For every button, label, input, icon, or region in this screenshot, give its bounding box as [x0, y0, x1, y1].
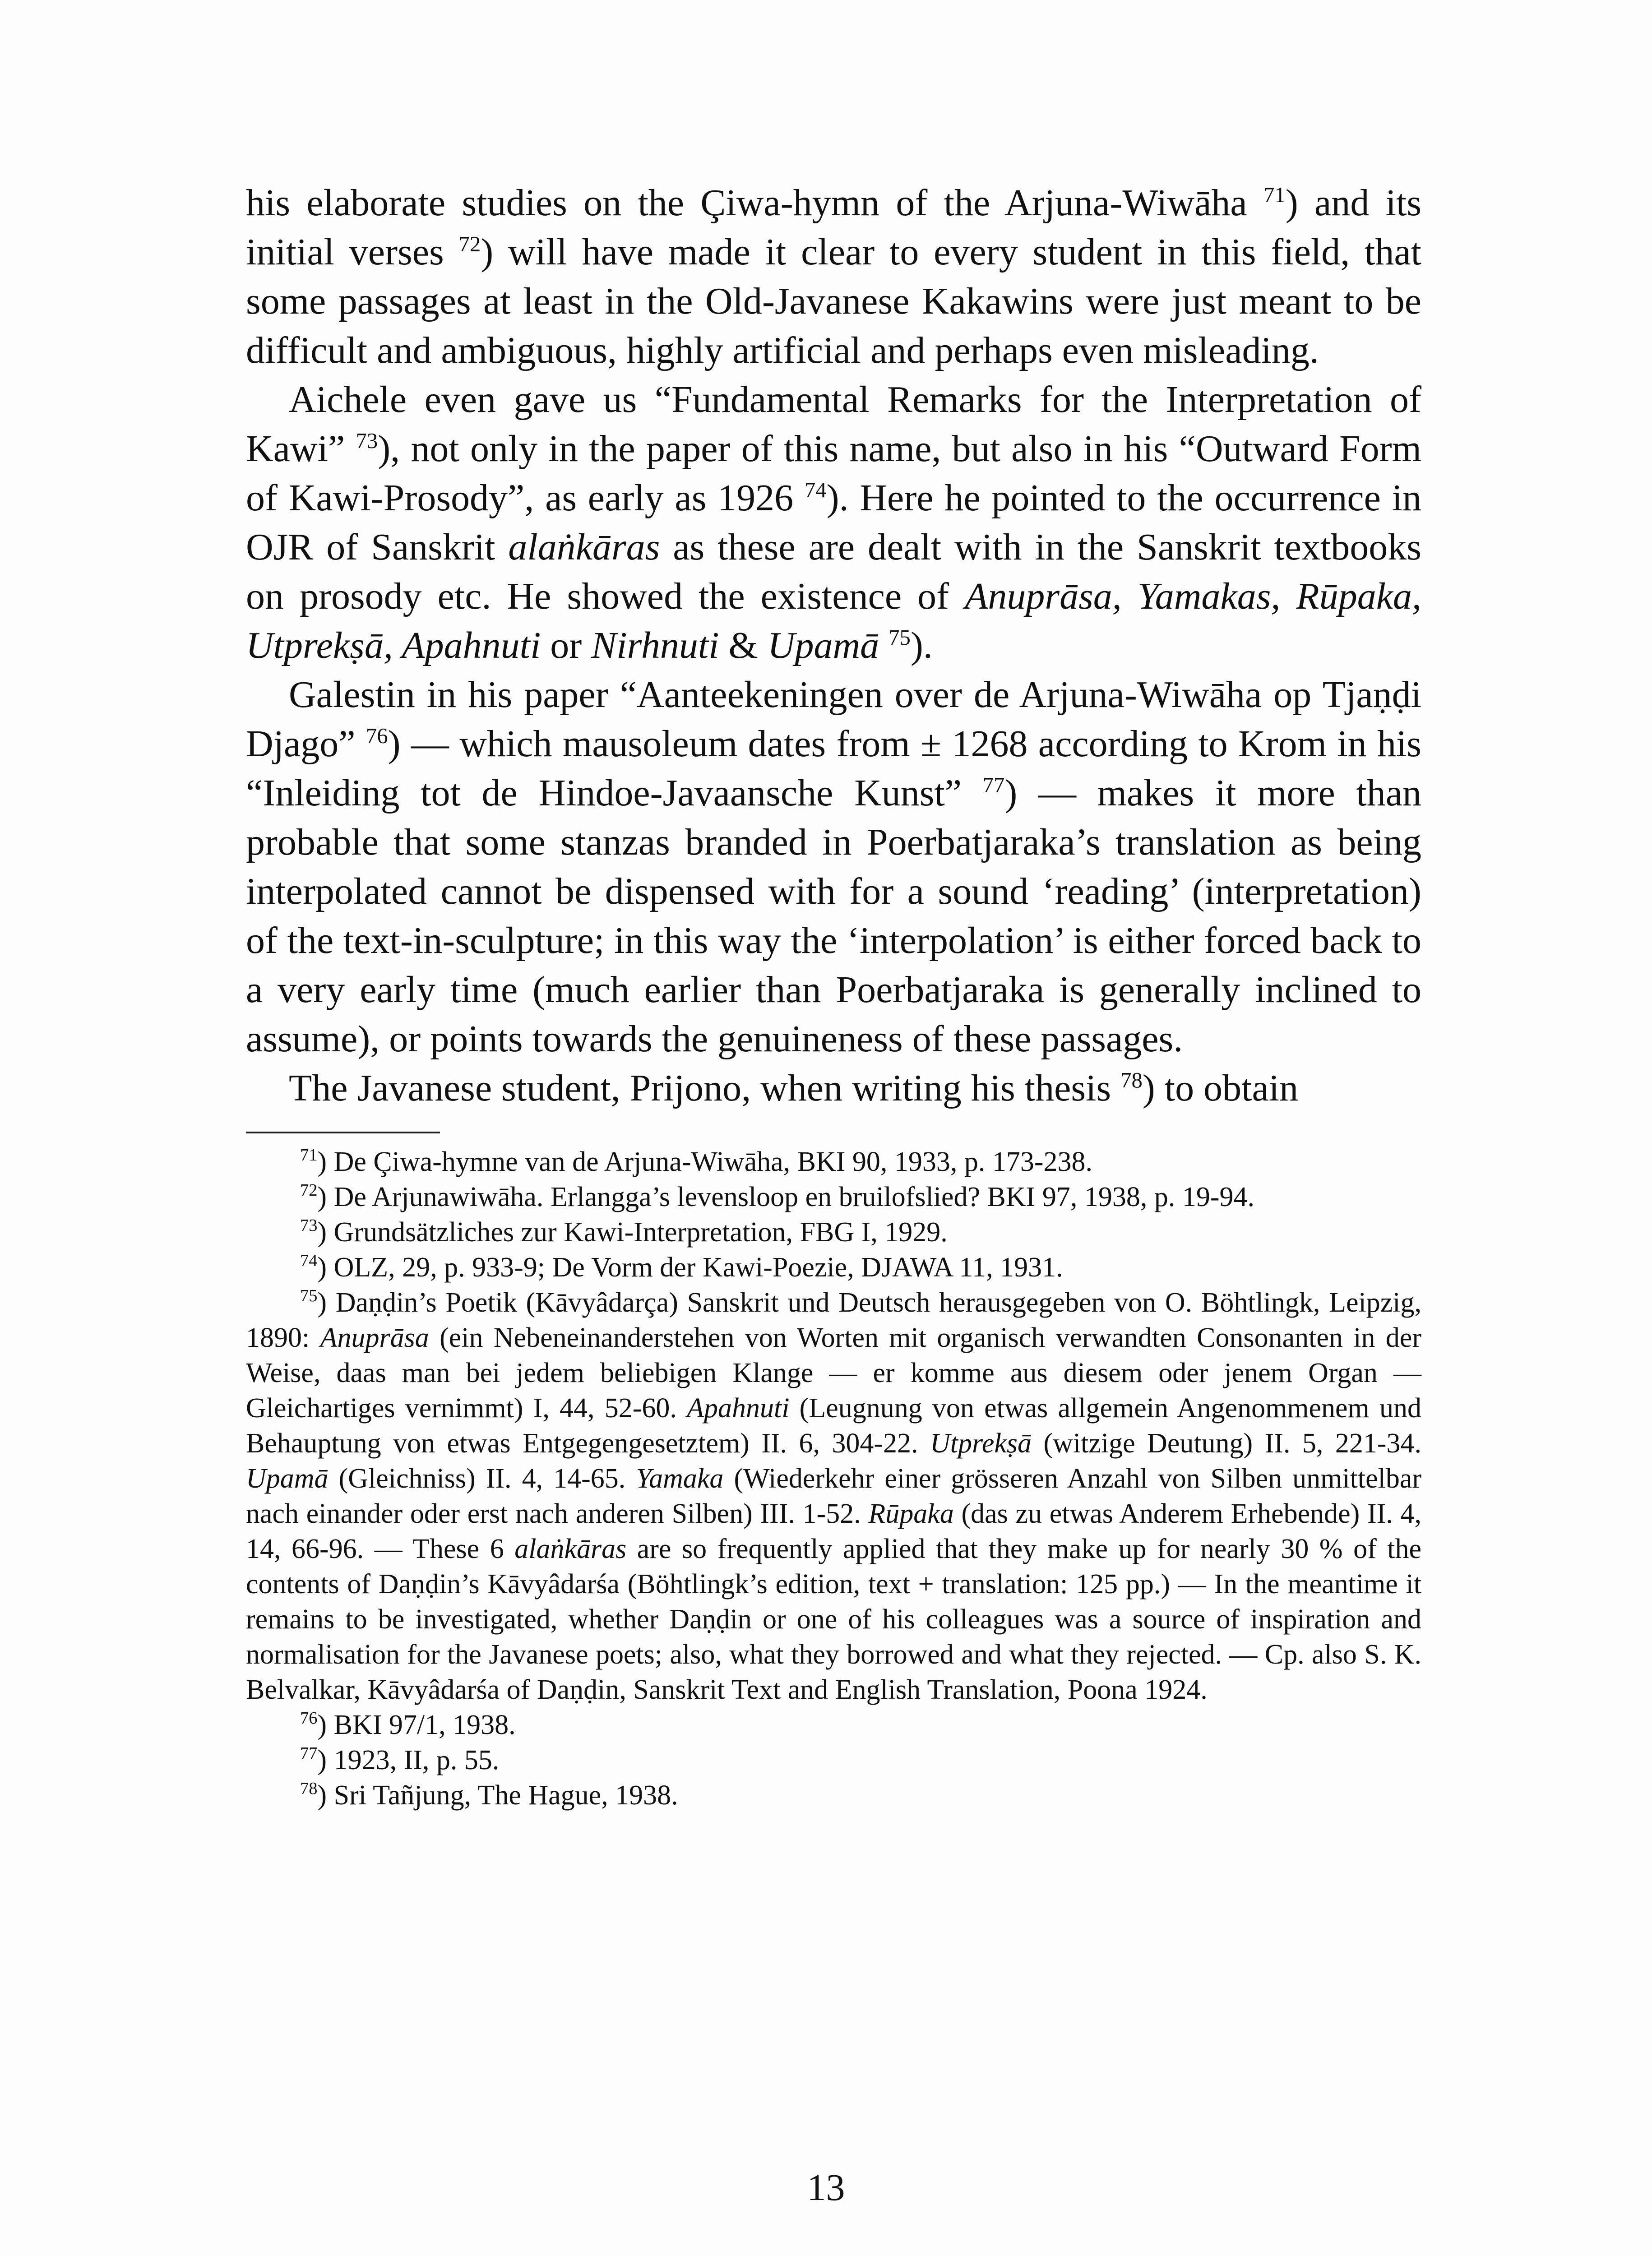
- footnote-74: $^{74}$) OLZ, 29, p. 933-9; De Vorm der Kawi-Poezie, DJAWA 11, 1931.: [300, 1251, 1063, 1283]
- footnote-78: $^{78}$) Sri Tañjung, The Hague, 1938.: [300, 1779, 678, 1811]
- footnote-73: $^{73}$) Grundsätzliches zur Kawi-Interpretation, FBG I, 1929.: [300, 1216, 948, 1248]
- footnote-ref-74: 74: [804, 477, 827, 502]
- footnote-72: $^{72}$) De Arjunawiwāha. Erlangga’s levensloop en bruilofslied? BKI 97, 1938, p. 19-94.: [300, 1180, 1254, 1212]
- text-block: [246, 178, 1421, 1813]
- footnote-ref-75: 75: [888, 625, 911, 650]
- footnote-ref-72: 72: [458, 231, 481, 256]
- paragraph-4: The Javanese student, Prijono, when writing his thesis $^{78}$) to obtain: [289, 1067, 1299, 1109]
- footnote-ref-71: 71: [1263, 182, 1286, 207]
- footnotes: [246, 1144, 1421, 1813]
- body-text: [246, 178, 1421, 1113]
- page-number: 13: [807, 2167, 845, 2209]
- footnote-75: $^{75}$) Daṇḍin’s Poetik (Kāvyâdarça) Sanskrit und Deutsch herausgegeben von O. Böhtlingk, Leipzig, 1890: Anuprāsa (ein Nebeneinanderstehen von Worten mit organisch verwandten Consonanten in der Weise, daas man bei jedem beliebigen Klange — er komme aus diesem oder jenem Organ — Gleichartiges vernimmt) I, 44, 52-60. Apahnuti (Leugnung von etwas allgemein Angenommenem und Behauptung von etwas Entgegengesetztem) II. 6, 304-22. Utprekṣā (witzige Deutung) II. 5, 221-34. Upamā (Gleichniss) II. 4, 14-65. Yamaka (Wiederkehr einer grösseren Anzahl von Silben unmittelbar nach einander oder erst nach anderen Silben) III. 1-52. Rūpaka (das zu etwas Anderem Erhebende) II. 4, 14, 66-96. — These 6 alaṅkāras are so frequently applied that they make up for nearly 30 % of the contents of Daṇḍin’s Kāvyâdarśa (Böhtlingk’s edition, text + translation: 125 pp.) — In the meantime it remains to be investigated, whether Daṇḍin or one of his colleagues was a source of inspiration and normalisation for the Javanese poets; also, what they borrowed and what they rejected. — Cp. also S. K. Belvalkar, Kāvyâdarśa of Daṇḍin, Sanskrit Text and English Translation, Poona 1924.: [246, 1286, 1421, 1705]
- footnote-separator: [246, 1132, 440, 1133]
- footnote-77: $^{77}$) 1923, II, p. 55.: [300, 1743, 500, 1775]
- footnote-71: $^{71}$) De Çiwa-hymne van de Arjuna-Wiwāha, BKI 90, 1933, p. 173-238.: [300, 1145, 1093, 1177]
- footnote-76: $^{76}$) BKI 97/1, 1938.: [300, 1708, 516, 1740]
- paragraph-3: Galestin in his paper “Aanteekeningen over de Arjuna-Wiwāha op Tjaṇḍi Djago” $^{76}$) — which mausoleum dates from ± 1268 according to Krom in his “Inleiding tot de Hindoe-Javaansche Kunst” $^{77}$) — makes it more than probable that some stanzas branded in Poerbatjaraka’s translation as being interpolated cannot be dispensed with for a sound ‘reading’ (interpretation) of the text-in-sculpture; in this way the ‘interpolation’ is either forced back to a very early time (much earlier than Poerbatjaraka is generally inclined to assume), or points towards the genuineness of these passages.: [246, 674, 1421, 1060]
- footnote-ref-76: 76: [366, 723, 388, 748]
- footnote-ref-77: 77: [982, 772, 1005, 797]
- footnote-ref-78: 78: [1120, 1068, 1143, 1092]
- footnote-ref-73: 73: [356, 428, 378, 453]
- paragraph-1: his elaborate studies on the Çiwa-hymn of the Arjuna-Wiwāha $^{71}$) and its initial verses $^{72}$) will have made it clear to every student in this field, that some passages at least in the Old-Javanese Kakawins were just meant to be difficult and ambiguous, highly artificial and perhaps even misleading.: [246, 182, 1422, 371]
- paragraph-2: Aichele even gave us “Fundamental Remarks for the Interpretation of Kawi” $^{73}$), not only in the paper of this name, but also in his “Outward Form of Kawi-Prosody”, as early as 1926 $^{74}$). Here he pointed to the occurrence in OJR of Sanskrit alaṅkāras as these are dealt with in the Sanskrit textbooks on prosody etc. He showed the existence of Anuprāsa, Yamakas, Rūpaka, Utprekṣā, Apahnuti or Nirhnuti & Upamā $^{75}$).: [246, 379, 1422, 666]
